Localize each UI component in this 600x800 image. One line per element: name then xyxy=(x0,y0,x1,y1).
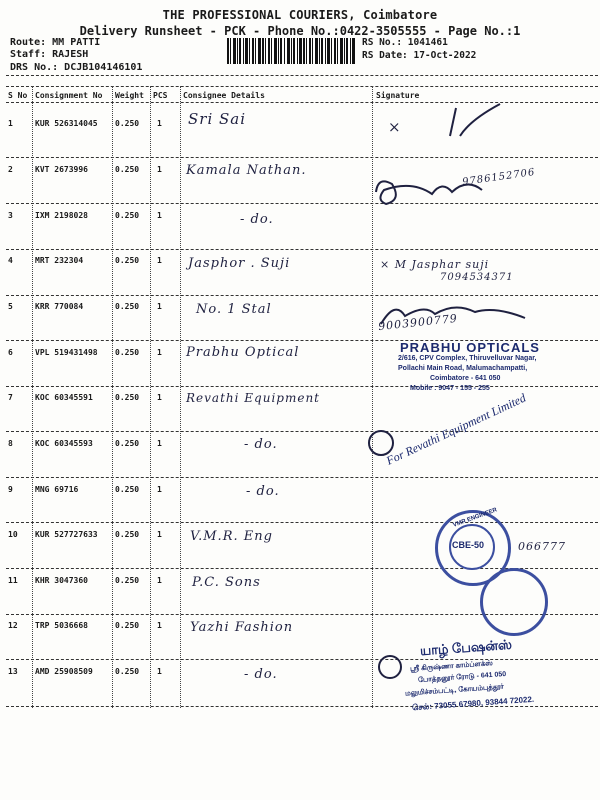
row-pcs: 1 xyxy=(157,119,162,128)
col-header-weight: Weight xyxy=(115,91,144,100)
row-consignee: Yazhi Fashion xyxy=(190,620,294,635)
row-consignee: No. 1 Stal xyxy=(196,302,272,317)
row-weight: 0.250 xyxy=(115,211,140,220)
row-pcs: 1 xyxy=(157,485,162,494)
row-pcs: 1 xyxy=(157,348,162,357)
row-separator xyxy=(6,659,598,660)
row-weight: 0.250 xyxy=(115,621,140,630)
row-pcs: 1 xyxy=(157,211,162,220)
circular-stamp-ring: VMR ENGINEER xyxy=(452,507,498,529)
row-sno: 4 xyxy=(8,256,13,265)
signature-mark: × xyxy=(388,118,402,136)
row-weight: 0.250 xyxy=(115,393,140,402)
row-sno: 6 xyxy=(8,348,13,357)
prabhu-stamp-line: 2/616, CPV Complex, Thiruvelluvar Nagar, xyxy=(398,355,537,362)
row-consignee: Revathi Equipment xyxy=(186,391,320,405)
route-label: Route: MM PATTI xyxy=(10,37,101,48)
row-sno: 7 xyxy=(8,393,13,402)
signature-scribble xyxy=(440,100,510,140)
row-pcs: 1 xyxy=(157,439,162,448)
row-separator xyxy=(6,477,598,478)
row-sno: 8 xyxy=(8,439,13,448)
drs-number: DRS No.: DCJB104146101 xyxy=(10,62,143,73)
row-separator xyxy=(6,386,598,387)
row-consignee: - do. xyxy=(246,484,280,499)
revathi-stamp: For Revathi Equipment Limited xyxy=(384,390,528,468)
col-header-pcs: PCS xyxy=(153,91,168,100)
row-consignment: KUR 527727633 xyxy=(35,530,98,539)
yazhi-stamp-line: ஸ்ரீ கிருஷ்ணா காம்ப்ளக்ஸ் xyxy=(409,660,494,673)
document-title: THE PROFESSIONAL COURIERS, Coimbatore xyxy=(162,8,438,22)
row-pcs: 1 xyxy=(157,165,162,174)
row-weight: 0.250 xyxy=(115,485,140,494)
row-weight: 0.250 xyxy=(115,667,140,676)
row-consignee: - do. xyxy=(244,437,278,452)
row-sno: 11 xyxy=(8,576,18,585)
row-consignment: KRR 770084 xyxy=(35,302,84,311)
signature-mark: × M Jasphar suji xyxy=(380,258,490,271)
row-weight: 0.250 xyxy=(115,165,140,174)
prabhu-stamp-name: PRABHU OPTICALS xyxy=(400,340,540,355)
row-pcs: 1 xyxy=(157,667,162,676)
row-sno: 1 xyxy=(8,119,13,128)
yazhi-stamp-line: செல்: 73055 67980, 93844 72022. xyxy=(411,694,535,713)
row-separator xyxy=(6,295,598,296)
row-consignment: KUR 526314045 xyxy=(35,119,98,128)
row-consignee: - do. xyxy=(244,667,278,682)
col-header-consignment: Consignment No xyxy=(35,91,103,100)
row-consignee: P.C. Sons xyxy=(192,575,261,590)
row-sno: 13 xyxy=(8,667,18,676)
row-consignment: KOC 60345593 xyxy=(35,439,93,448)
row-separator xyxy=(6,249,598,250)
row-consignee: Kamala Nathan. xyxy=(186,163,307,178)
row-sno: 3 xyxy=(8,211,13,220)
barcode xyxy=(227,38,355,64)
row-pcs: 1 xyxy=(157,530,162,539)
row-separator xyxy=(6,522,598,523)
yazhi-stamp-line: மலுமிச்சம்பட்டி, கோயம்புத்தூர் xyxy=(404,683,505,698)
row-consignee: V.M.R. Eng xyxy=(190,529,273,544)
col-header-consignee: Consignee Details xyxy=(183,91,265,100)
circular-stamp-2 xyxy=(480,568,548,636)
row-weight: 0.250 xyxy=(115,256,140,265)
row-weight: 0.250 xyxy=(115,576,140,585)
row-consignee: Jasphor . Suji xyxy=(188,256,291,271)
rs-date: RS Date: 17-Oct-2022 xyxy=(362,50,477,61)
signature-loop xyxy=(378,655,402,679)
signature-phone: 9786152706 xyxy=(461,166,537,189)
document-subtitle: Delivery Runsheet - PCK - Phone No.:0422-3505555 - Page No.:1 xyxy=(79,24,521,38)
row-consignment: KHR 3047360 xyxy=(35,576,88,585)
col-header-signature: Signature xyxy=(376,91,420,100)
rs-number: RS No.: 1041461 xyxy=(362,37,448,48)
row-consignee: - do. xyxy=(240,212,274,227)
row-consignment: VPL 519431498 xyxy=(35,348,98,357)
row-sno: 9 xyxy=(8,485,13,494)
row-weight: 0.250 xyxy=(115,439,140,448)
staff-label: Staff: RAJESH xyxy=(10,49,89,60)
row-separator xyxy=(6,431,598,432)
top-rule xyxy=(6,75,598,76)
row-consignment: AMD 25908509 xyxy=(35,667,93,676)
row-pcs: 1 xyxy=(157,302,162,311)
col-header-sno: S No xyxy=(8,91,28,100)
row-consignee: Sri Sai xyxy=(188,110,247,128)
signature-phone: 7094534371 xyxy=(440,272,514,283)
row-pcs: 1 xyxy=(157,256,162,265)
row-weight: 0.250 xyxy=(115,348,140,357)
prabhu-stamp-line: Pollachi Main Road, Malumachampatti, xyxy=(398,365,528,372)
row-weight: 0.250 xyxy=(115,302,140,311)
circular-stamp-text: CBE-50 xyxy=(452,540,485,550)
row-consignment: KOC 60345591 xyxy=(35,393,93,402)
row-sno: 10 xyxy=(8,530,18,539)
row-weight: 0.250 xyxy=(115,530,140,539)
row-consignment: MRT 232304 xyxy=(35,256,84,265)
row-consignment: TRP 5036668 xyxy=(35,621,88,630)
row-sno: 2 xyxy=(8,165,13,174)
row-consignment: MNG 69716 xyxy=(35,485,79,494)
row-sno: 5 xyxy=(8,302,13,311)
row-consignment: IXM 2198028 xyxy=(35,211,88,220)
row-sno: 12 xyxy=(8,621,18,630)
row-pcs: 1 xyxy=(157,393,162,402)
yazhi-stamp-line: போத்தனூர் ரோடு - 641 050 xyxy=(417,670,507,685)
row-pcs: 1 xyxy=(157,576,162,585)
prabhu-stamp-line: Coimbatore - 641 050 xyxy=(430,375,501,382)
header-top-rule xyxy=(6,86,598,87)
row-consignment: KVT 2673996 xyxy=(35,165,88,174)
row-pcs: 1 xyxy=(157,621,162,630)
prabhu-stamp-line: Mobile : 9047 - 155 - 255 xyxy=(410,385,490,392)
extra-number: 066777 xyxy=(518,540,566,553)
row-weight: 0.250 xyxy=(115,119,140,128)
signature-phone: 9003900779 xyxy=(377,311,459,334)
row-separator xyxy=(6,157,598,158)
row-consignee: Prabhu Optical xyxy=(186,345,300,360)
yazhi-stamp-name: யாழ் பேஷன்ஸ் xyxy=(419,636,513,659)
